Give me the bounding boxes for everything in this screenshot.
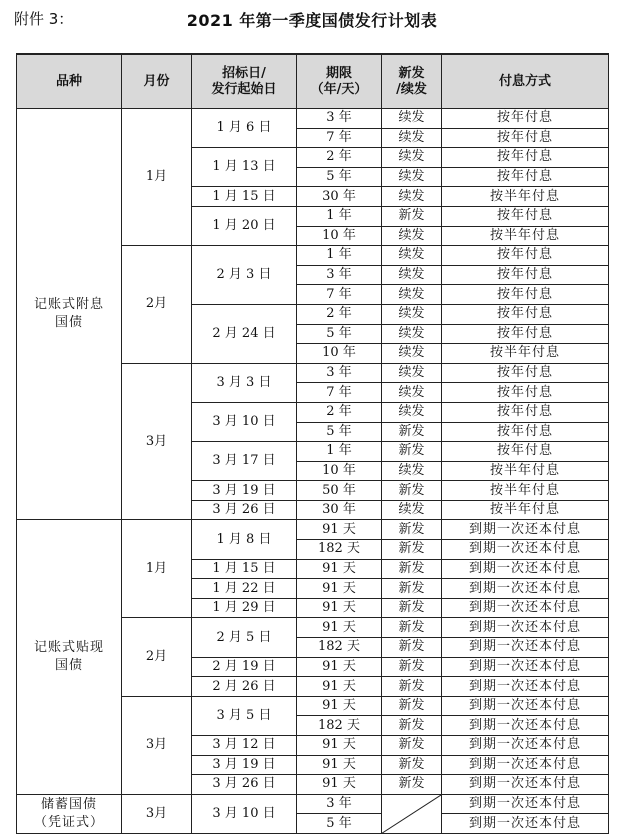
issue-cell: 新发 (382, 481, 442, 501)
table-row (17, 794, 609, 814)
interest-cell: 按半年付息 (442, 461, 609, 481)
issue-cell: 新发 (382, 422, 442, 442)
date-cell: 2 月 24 日 (192, 304, 297, 363)
term-cell: 1 年 (297, 206, 382, 226)
month-cell: 3月 (122, 696, 192, 794)
month-cell: 1月 (122, 109, 192, 246)
issue-cell: 新发 (382, 696, 442, 716)
interest-cell: 按年付息 (442, 109, 609, 129)
interest-cell: 到期一次还本付息 (442, 716, 609, 736)
month-cell: 1月 (122, 520, 192, 618)
category-cell (17, 794, 122, 833)
term-cell: 3 年 (297, 265, 382, 285)
issue-cell: 续发 (382, 285, 442, 305)
interest-cell: 按年付息 (442, 246, 609, 266)
term-cell: 50 年 (297, 481, 382, 501)
issue-cell: 续发 (382, 402, 442, 422)
table-body (17, 109, 609, 834)
term-cell: 1 年 (297, 442, 382, 462)
interest-cell: 到期一次还本付息 (442, 598, 609, 618)
date-cell: 1 月 8 日 (192, 520, 297, 559)
term-cell: 182 天 (297, 716, 382, 736)
interest-cell: 到期一次还本付息 (442, 657, 609, 677)
date-cell: 3 月 5 日 (192, 696, 297, 735)
term-cell: 91 天 (297, 677, 382, 697)
interest-cell: 按年付息 (442, 402, 609, 422)
term-cell: 3 年 (297, 363, 382, 383)
date-cell: 1 月 20 日 (192, 206, 297, 245)
issue-cell: 新发 (382, 677, 442, 697)
header-issue (382, 54, 442, 109)
attachment-label: 附件 3： (14, 10, 74, 28)
interest-cell: 到期一次还本付息 (442, 520, 609, 540)
term-cell: 7 年 (297, 128, 382, 148)
interest-cell: 按年付息 (442, 206, 609, 226)
interest-cell: 到期一次还本付息 (442, 540, 609, 560)
interest-cell: 到期一次还本付息 (442, 794, 609, 814)
issue-cell: 新发 (382, 618, 442, 638)
header-date-line1: 招标日/ (222, 65, 266, 81)
category-line1: 储蓄国债 (40, 796, 97, 812)
interest-cell: 到期一次还本付息 (442, 814, 609, 834)
term-cell: 30 年 (297, 500, 382, 520)
term-cell: 2 年 (297, 148, 382, 168)
category-cell (17, 520, 122, 794)
header-date (192, 54, 297, 109)
interest-cell: 到期一次还本付息 (442, 579, 609, 599)
issue-cell: 新发 (382, 559, 442, 579)
issue-cell: 新发 (382, 520, 442, 540)
term-cell: 91 天 (297, 736, 382, 756)
header-month: 月份 (122, 54, 192, 109)
interest-cell: 到期一次还本付息 (442, 618, 609, 638)
term-cell: 91 天 (297, 618, 382, 638)
category-cell (17, 109, 122, 520)
term-cell: 10 年 (297, 461, 382, 481)
issue-cell: 续发 (382, 246, 442, 266)
interest-cell: 到期一次还本付息 (442, 696, 609, 716)
issue-cell: 续发 (382, 128, 442, 148)
date-cell: 1 月 6 日 (192, 109, 297, 148)
date-cell: 1 月 13 日 (192, 148, 297, 187)
diagonal-line (382, 795, 441, 833)
issue-cell: 新发 (382, 775, 442, 795)
term-cell: 3 年 (297, 794, 382, 814)
term-cell: 5 年 (297, 422, 382, 442)
term-cell: 91 天 (297, 775, 382, 795)
bond-schedule-table (16, 53, 609, 834)
date-cell: 3 月 17 日 (192, 442, 297, 481)
issue-cell: 续发 (382, 344, 442, 364)
interest-cell: 按半年付息 (442, 481, 609, 501)
issue-cell: 续发 (382, 461, 442, 481)
category-line2: （凭证式） (33, 814, 104, 830)
table-row (17, 109, 609, 129)
interest-cell: 按年付息 (442, 265, 609, 285)
issue-cell: 新发 (382, 716, 442, 736)
interest-cell: 按年付息 (442, 285, 609, 305)
issue-cell: 续发 (382, 148, 442, 168)
date-cell: 1 月 29 日 (192, 598, 297, 618)
page-title: 2021 年第一季度国债发行计划表 (186, 11, 438, 30)
issue-cell-diagonal (382, 794, 442, 833)
term-cell: 91 天 (297, 520, 382, 540)
interest-cell: 按年付息 (442, 324, 609, 344)
term-cell: 91 天 (297, 696, 382, 716)
date-cell: 2 月 19 日 (192, 657, 297, 677)
term-cell: 1 年 (297, 246, 382, 266)
header-term (297, 54, 382, 109)
interest-cell: 到期一次还本付息 (442, 677, 609, 697)
header-date-line2: 发行起始日 (211, 81, 277, 97)
interest-cell: 按年付息 (442, 422, 609, 442)
date-cell: 2 月 5 日 (192, 618, 297, 657)
interest-cell: 到期一次还本付息 (442, 559, 609, 579)
month-cell: 2月 (122, 618, 192, 696)
interest-cell: 按年付息 (442, 167, 609, 187)
interest-cell: 到期一次还本付息 (442, 775, 609, 795)
issue-cell: 续发 (382, 167, 442, 187)
issue-cell: 新发 (382, 755, 442, 775)
date-cell: 3 月 10 日 (192, 402, 297, 441)
interest-cell: 按半年付息 (442, 500, 609, 520)
term-cell: 30 年 (297, 187, 382, 207)
term-cell: 91 天 (297, 755, 382, 775)
interest-cell: 按年付息 (442, 383, 609, 403)
date-cell: 3 月 19 日 (192, 481, 297, 501)
term-cell: 5 年 (297, 324, 382, 344)
term-cell: 182 天 (297, 638, 382, 658)
term-cell: 7 年 (297, 285, 382, 305)
issue-cell: 续发 (382, 187, 442, 207)
date-cell: 3 月 19 日 (192, 755, 297, 775)
header-row (17, 54, 609, 109)
interest-cell: 到期一次还本付息 (442, 755, 609, 775)
term-cell: 7 年 (297, 383, 382, 403)
interest-cell: 到期一次还本付息 (442, 736, 609, 756)
month-cell: 3月 (122, 794, 192, 833)
term-cell: 91 天 (297, 559, 382, 579)
issue-cell: 续发 (382, 324, 442, 344)
header-term-line2: （年/天） (310, 81, 368, 97)
interest-cell: 按半年付息 (442, 226, 609, 246)
issue-cell: 新发 (382, 442, 442, 462)
header-variety: 品种 (17, 54, 122, 109)
interest-cell: 按半年付息 (442, 344, 609, 364)
term-cell: 2 年 (297, 304, 382, 324)
month-cell: 2月 (122, 246, 192, 364)
date-cell: 1 月 22 日 (192, 579, 297, 599)
header-interest: 付息方式 (442, 54, 609, 109)
term-cell: 91 天 (297, 657, 382, 677)
month-cell: 3月 (122, 363, 192, 520)
interest-cell: 按半年付息 (442, 187, 609, 207)
issue-cell: 续发 (382, 265, 442, 285)
issue-cell: 续发 (382, 109, 442, 129)
issue-cell: 新发 (382, 579, 442, 599)
issue-cell: 续发 (382, 383, 442, 403)
issue-cell: 新发 (382, 540, 442, 560)
term-cell: 5 年 (297, 814, 382, 834)
header-issue-line2: /续发 (396, 81, 427, 97)
header-issue-line1: 新发 (398, 65, 425, 81)
term-cell: 2 年 (297, 402, 382, 422)
issue-cell: 新发 (382, 638, 442, 658)
date-cell: 3 月 12 日 (192, 736, 297, 756)
interest-cell: 按年付息 (442, 304, 609, 324)
date-cell: 3 月 26 日 (192, 500, 297, 520)
category-line1: 记账式附息 (33, 297, 104, 313)
header-term-line1: 期限 (325, 65, 352, 81)
category-line2: 国债 (54, 315, 83, 331)
issue-cell: 续发 (382, 304, 442, 324)
date-cell: 2 月 26 日 (192, 677, 297, 697)
interest-cell: 按年付息 (442, 363, 609, 383)
issue-cell: 新发 (382, 657, 442, 677)
date-cell: 1 月 15 日 (192, 559, 297, 579)
term-cell: 5 年 (297, 167, 382, 187)
date-cell: 3 月 3 日 (192, 363, 297, 402)
interest-cell: 到期一次还本付息 (442, 638, 609, 658)
interest-cell: 按年付息 (442, 442, 609, 462)
date-cell: 3 月 26 日 (192, 775, 297, 795)
term-cell: 91 天 (297, 598, 382, 618)
issue-cell: 新发 (382, 206, 442, 226)
date-cell: 1 月 15 日 (192, 187, 297, 207)
issue-cell: 续发 (382, 226, 442, 246)
issue-cell: 新发 (382, 598, 442, 618)
interest-cell: 按年付息 (442, 148, 609, 168)
date-cell: 2 月 3 日 (192, 246, 297, 305)
term-cell: 182 天 (297, 540, 382, 560)
issue-cell: 续发 (382, 363, 442, 383)
term-cell: 91 天 (297, 579, 382, 599)
category-line2: 国债 (54, 658, 83, 674)
term-cell: 3 年 (297, 109, 382, 129)
interest-cell: 按年付息 (442, 128, 609, 148)
term-cell: 10 年 (297, 344, 382, 364)
category-line1: 记账式贴现 (33, 640, 104, 656)
term-cell: 10 年 (297, 226, 382, 246)
date-cell: 3 月 10 日 (192, 794, 297, 833)
issue-cell: 续发 (382, 500, 442, 520)
issue-cell: 新发 (382, 736, 442, 756)
table-row (17, 520, 609, 540)
